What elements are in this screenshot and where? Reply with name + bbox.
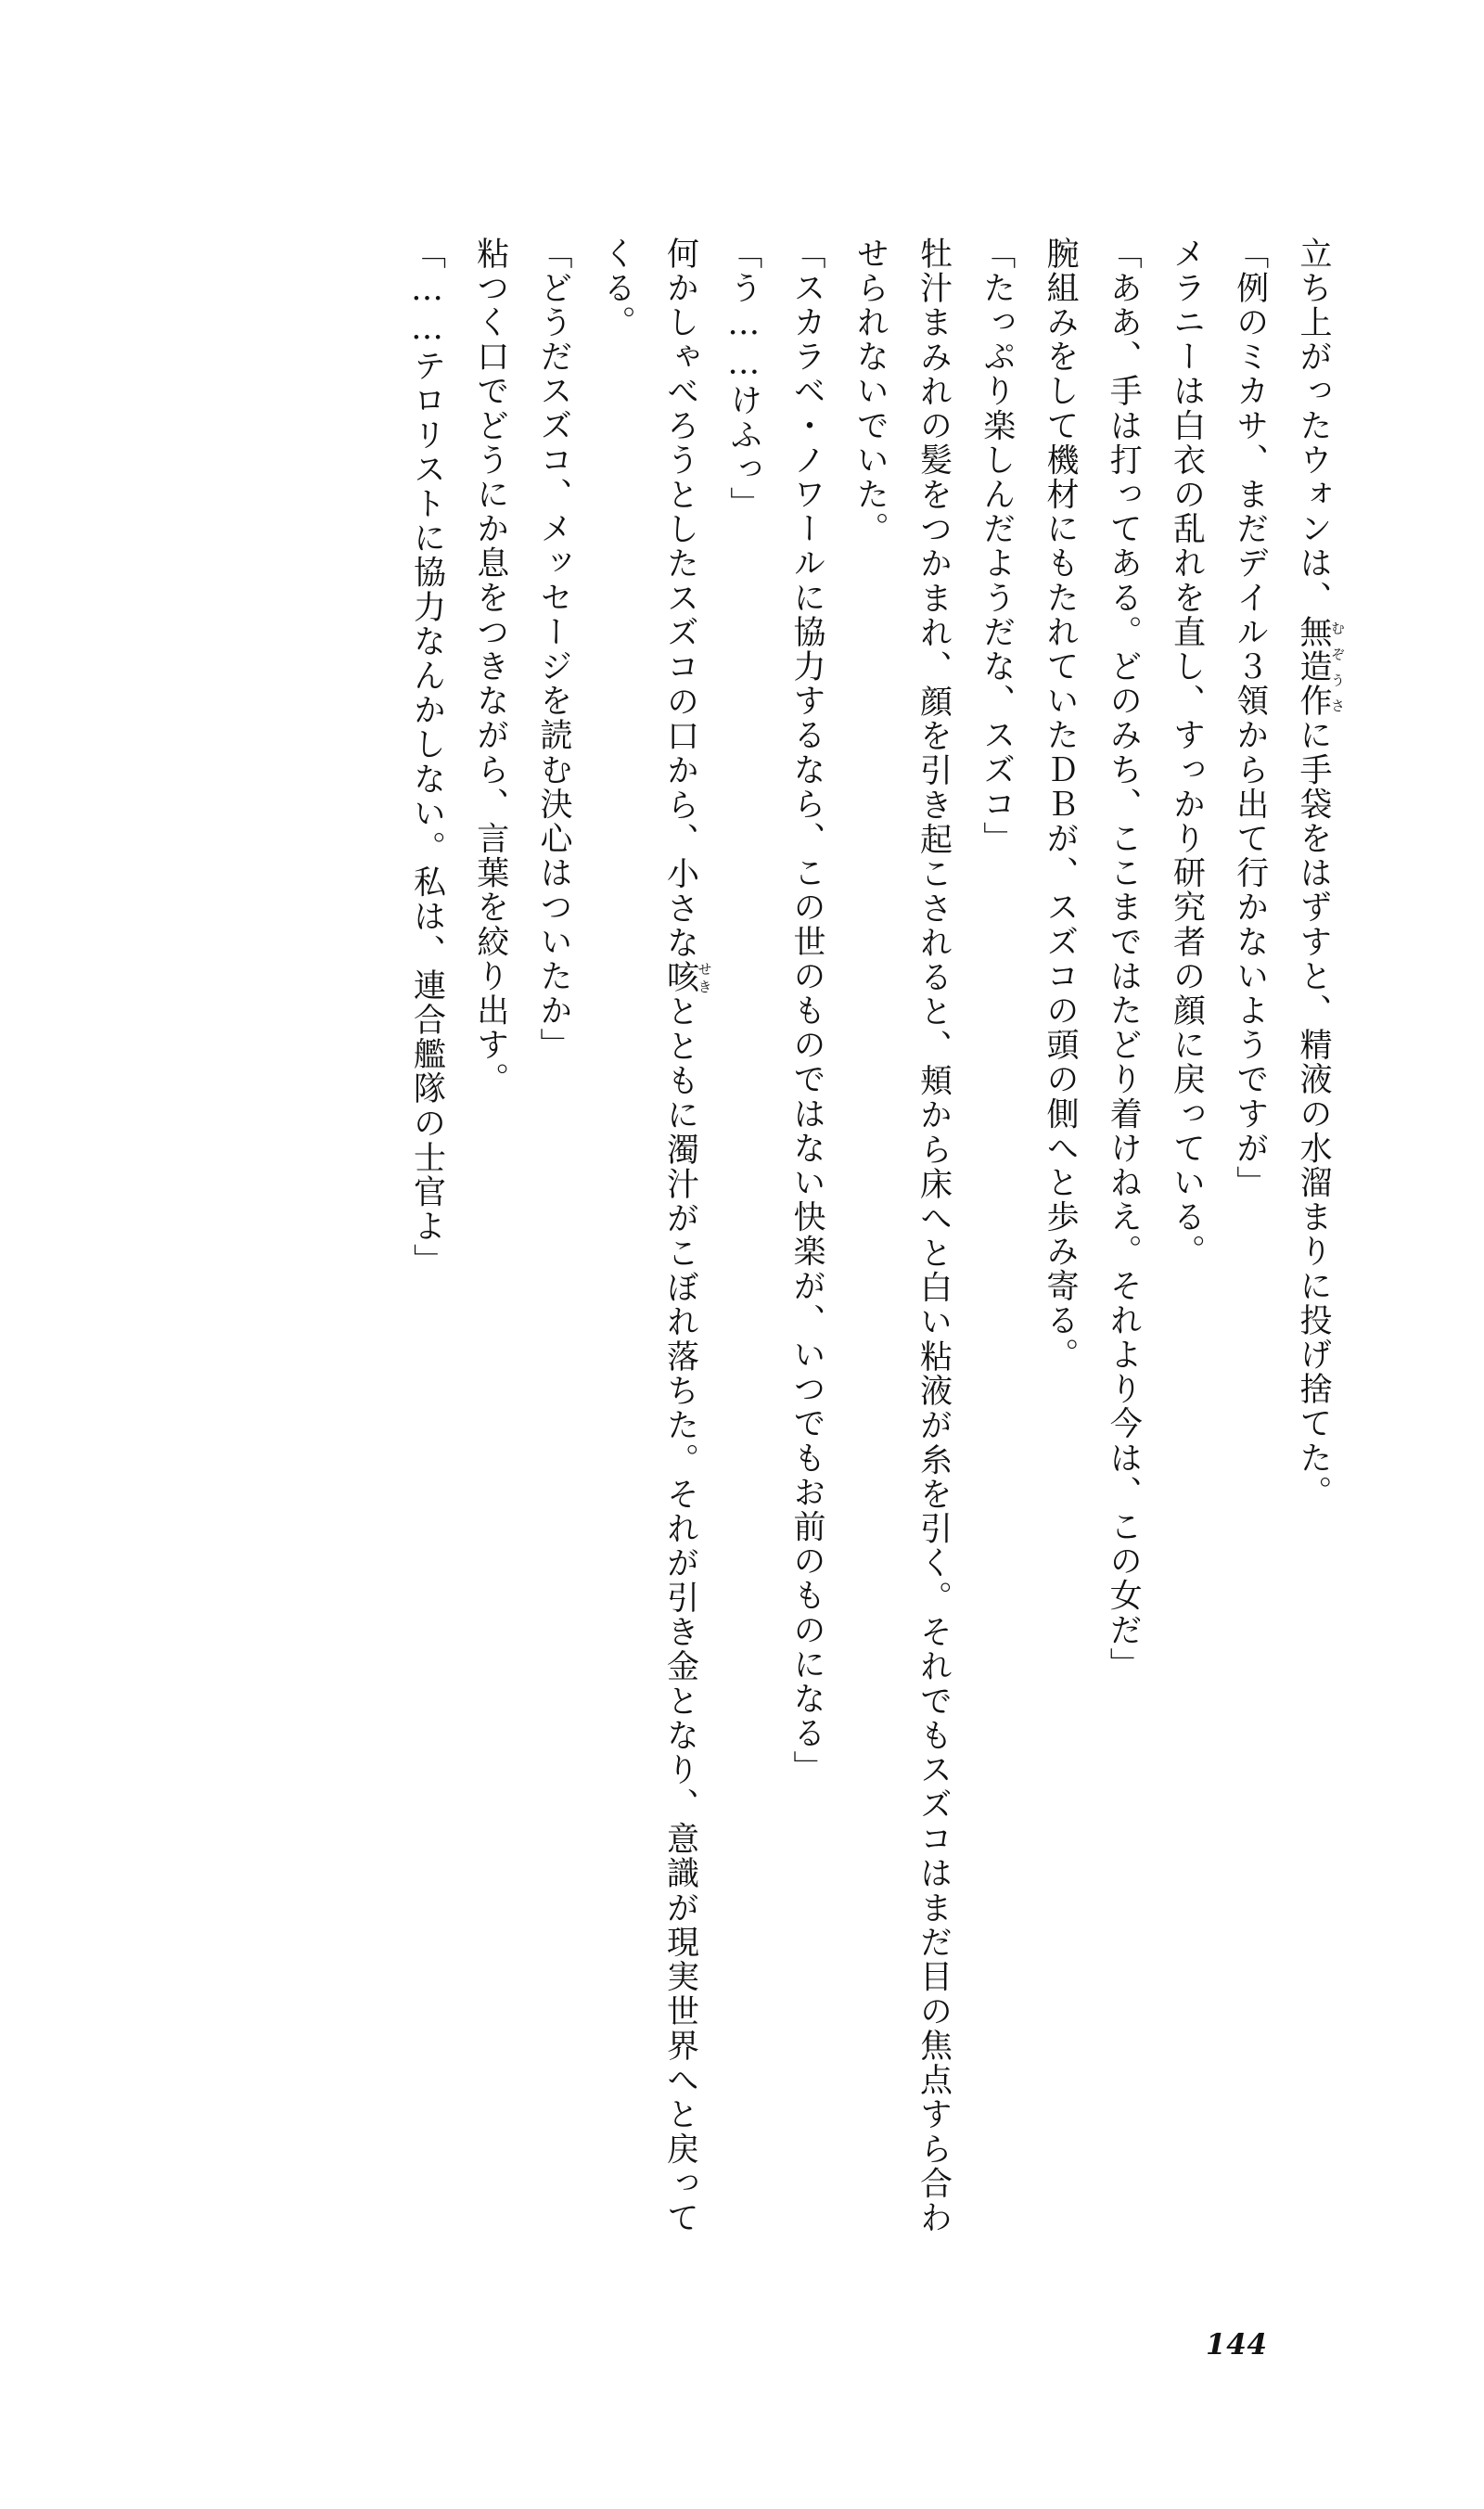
ruby-muzousa: 無造作むぞうさ — [1295, 615, 1346, 719]
paragraph: 粘つく口でどうにか息をつきながら、言葉を絞り出す。 — [471, 237, 509, 1097]
paragraph: 「……テロリストに協力なんかしない。私は、連合艦隊の士官よ」 — [408, 237, 446, 1278]
paragraph: 腕組みをして機材にもたれていたＤＢが、スズコの頭の側へと歩み寄る。 — [1042, 237, 1079, 1373]
paragraph: 牡汁まみれの髪をつかまれ、顔を引き起こされると、頬から床へと白い粘液が糸を引く。それでもスズコはまだ目の焦点すら合わせられないでいた。 — [851, 237, 953, 2235]
body-text — [139, 237, 1345, 2235]
paragraph: 立ち上がったウォンは、無造作むぞうさに手袋をはずすと、精液の水溜まりに投げ捨てた。 — [1295, 237, 1346, 1510]
paragraph: 何かしゃべろうとしたスズコの口から、小さな咳せきとともに濁汁がこぼれ落ちた。それが引き金となり、意識が現実世界へと戻ってくる。 — [598, 237, 713, 2235]
paragraph: 「例のミカサ、まだデイル３領から出て行かないようですが」 — [1231, 237, 1269, 1200]
paragraph: 「たっぷり楽しんだようだな、スズコ」 — [978, 237, 1016, 856]
paragraph: メラニーは白衣の乱れを直し、すっかり研究者の顔に戻っている。 — [1168, 237, 1206, 1269]
paragraph: 「う……けふっ」 — [724, 237, 762, 521]
paragraph: 「ああ、手は打ってある。どのみち、ここまではたどり着けねえ。それより今は、この女だ」 — [1105, 237, 1143, 1683]
paragraph: 「どうだスズコ、メッセージを読む決心はついたか」 — [535, 237, 572, 1063]
paragraph: 「スカラベ・ノワールに協力するなら、この世のものではない快楽が、いつでもお前のものになる」 — [788, 237, 825, 1786]
ruby-seki: 咳せき — [661, 960, 713, 995]
page-number: 144 — [1206, 2328, 1268, 2362]
